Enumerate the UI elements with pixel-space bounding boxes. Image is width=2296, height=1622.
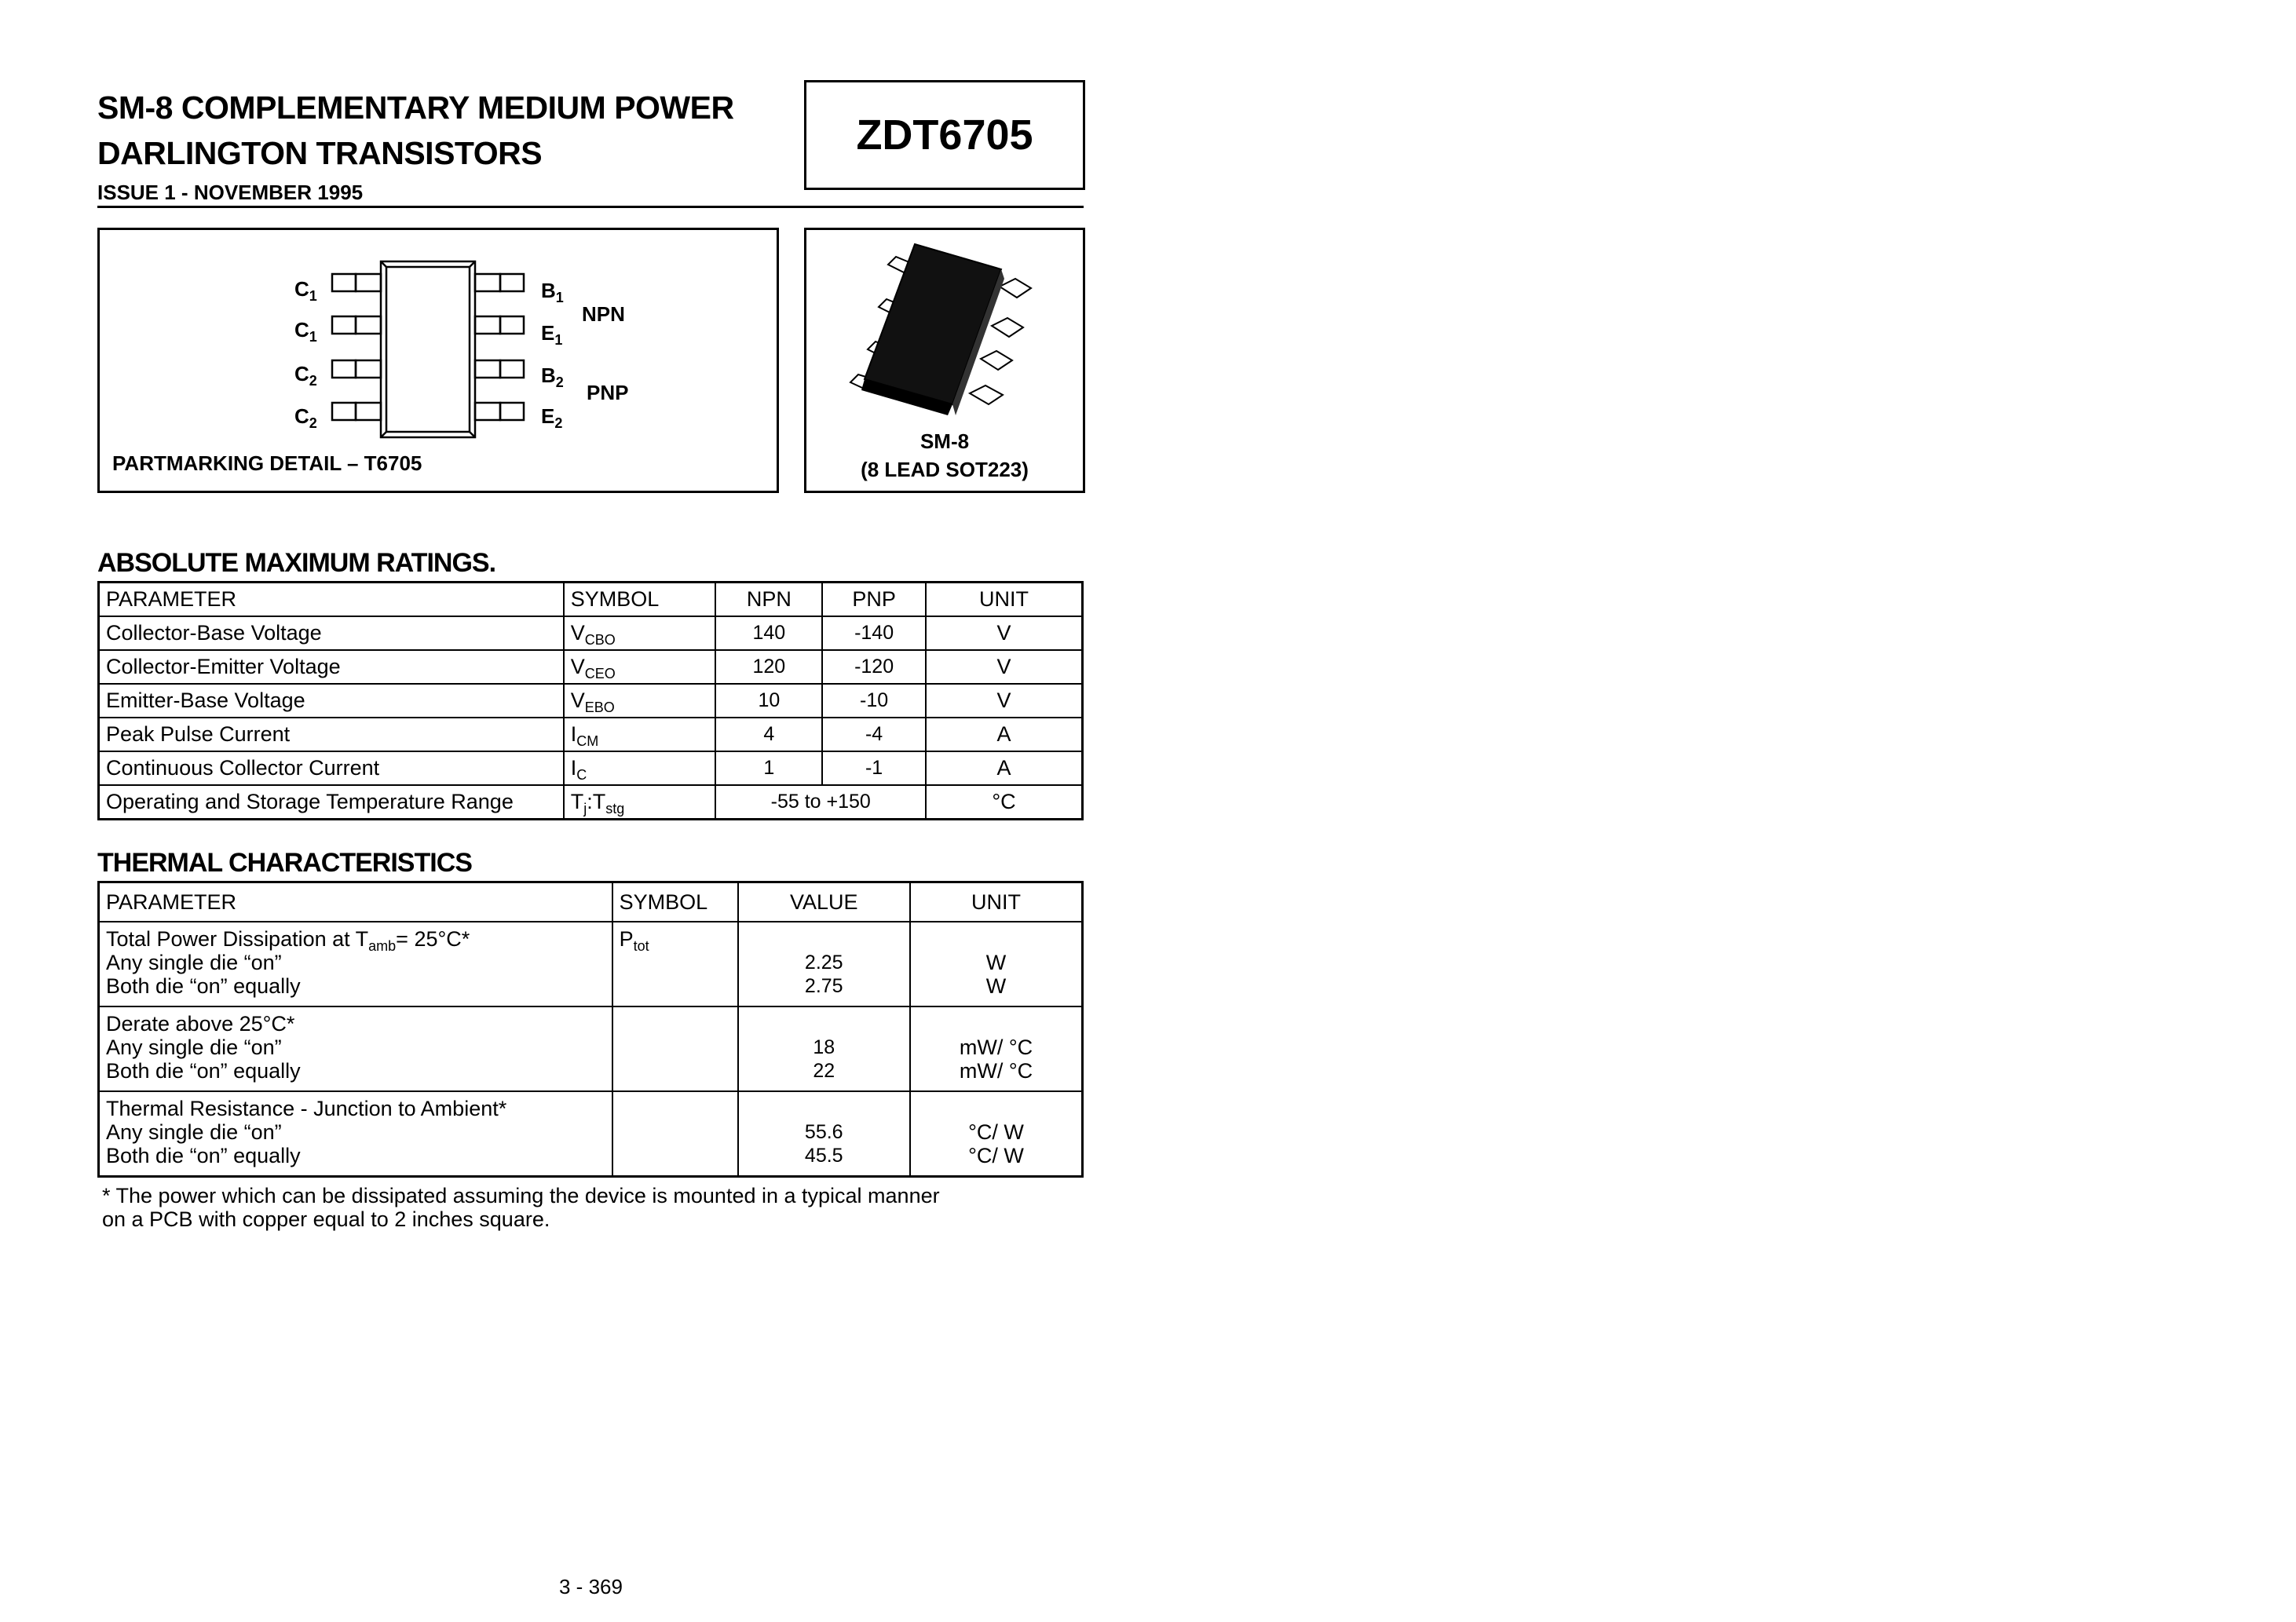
header-unit: UNIT bbox=[910, 882, 1082, 922]
symbol-cell: $I_C$ bbox=[564, 751, 716, 785]
unit-cell: V bbox=[926, 616, 1083, 650]
pin-label-left-3: $C_2$ bbox=[294, 362, 317, 389]
symbol-cell: $I_{CM}$ bbox=[564, 718, 716, 751]
header-pnp: PNP bbox=[822, 583, 926, 617]
header-parameter: PARAMETER bbox=[99, 583, 564, 617]
param-cell: Derate above 25°C* Any single die “on” Both die “on” equally bbox=[99, 1006, 612, 1091]
partmarking-detail: PARTMARKING DETAIL – T6705 bbox=[112, 451, 422, 475]
package-description: (8 LEAD SOT223) bbox=[861, 458, 1029, 481]
symbol-cell: $V_{CEO}$ bbox=[564, 650, 716, 684]
package-image-box bbox=[804, 228, 1085, 493]
table-header-row bbox=[99, 882, 1083, 922]
param-cell: Thermal Resistance - Junction to Ambient* Any single die “on” Both die “on” equally bbox=[99, 1091, 612, 1177]
unit-cell: V bbox=[926, 684, 1083, 718]
unit-cell: A bbox=[926, 718, 1083, 751]
pin-label-left-2: $C_1$ bbox=[294, 318, 317, 345]
pin-label-right-2: $E_1$ bbox=[541, 321, 563, 348]
symbol-cell bbox=[612, 1091, 738, 1177]
header-symbol: SYMBOL bbox=[612, 882, 738, 922]
param-cell: Peak Pulse Current bbox=[99, 718, 564, 751]
part-number: ZDT6705 bbox=[856, 111, 1033, 159]
pnp-cell: -140 bbox=[822, 616, 926, 650]
table-row bbox=[99, 684, 1083, 718]
table-row bbox=[99, 616, 1083, 650]
unit-cell: mW/ °C mW/ °C bbox=[910, 1006, 1082, 1091]
unit-cell: °C/ W °C/ W bbox=[910, 1091, 1082, 1177]
param-cell: Collector-Emitter Voltage bbox=[99, 650, 564, 684]
symbol-cell bbox=[612, 1006, 738, 1091]
pnp-cell: -1 bbox=[822, 751, 926, 785]
symbol-cell: $V_{CBO}$ bbox=[564, 616, 716, 650]
temp-range-cell: -55 to +150 bbox=[715, 785, 925, 820]
pin-label-right-1: $B_1$ bbox=[541, 279, 564, 305]
value-cell: 55.6 45.5 bbox=[738, 1091, 911, 1177]
pnp-cell: -120 bbox=[822, 650, 926, 684]
pinout-diagram bbox=[97, 228, 779, 493]
header-value: VALUE bbox=[738, 882, 911, 922]
issue-date: ISSUE 1 - NOVEMBER 1995 bbox=[97, 181, 364, 204]
thermal-footnote: * The power which can be dissipated assuming the device is mounted in a typical manner on a PCB with copper equal to 2 inches square. bbox=[102, 1184, 940, 1231]
thermal-title: THERMAL CHARACTERISTICS bbox=[97, 848, 472, 878]
param-cell: Operating and Storage Temperature Range bbox=[99, 785, 564, 820]
thermal-table bbox=[97, 881, 1084, 1178]
table-row bbox=[99, 718, 1083, 751]
header-npn: NPN bbox=[715, 583, 822, 617]
unit-cell: V bbox=[926, 650, 1083, 684]
abs-max-title: ABSOLUTE MAXIMUM RATINGS. bbox=[97, 548, 496, 578]
header-unit: UNIT bbox=[926, 583, 1083, 617]
unit-cell: °C bbox=[926, 785, 1083, 820]
param-cell: Emitter-Base Voltage bbox=[99, 684, 564, 718]
part-number-box bbox=[804, 80, 1085, 190]
param-cell: Total Power Dissipation at $T_{amb}= 25^\circ C*$ Any single die “on” Both die “on” equally bbox=[99, 922, 612, 1006]
value-cell: 2.25 2.75 bbox=[738, 922, 911, 1006]
value-cell: 18 22 bbox=[738, 1006, 911, 1091]
header-parameter: PARAMETER bbox=[99, 882, 612, 922]
table-row bbox=[99, 1006, 1083, 1091]
document-title bbox=[97, 85, 734, 176]
table-row bbox=[99, 751, 1083, 785]
table-row bbox=[99, 785, 1083, 820]
pin-label-right-4: $E_2$ bbox=[541, 404, 563, 431]
table-row bbox=[99, 1091, 1083, 1177]
npn-cell: 10 bbox=[715, 684, 822, 718]
symbol-cell: $P_{tot}$ bbox=[612, 922, 738, 1006]
param-cell: Continuous Collector Current bbox=[99, 751, 564, 785]
header-rule bbox=[97, 206, 1084, 208]
pin-label-left-4: $C_2$ bbox=[294, 404, 317, 431]
table-header-row bbox=[99, 583, 1083, 617]
table-row bbox=[99, 922, 1083, 1006]
npn-cell: 120 bbox=[715, 650, 822, 684]
title-line-2: DARLINGTON TRANSISTORS bbox=[97, 135, 543, 171]
pin-label-right-3: $B_2$ bbox=[541, 363, 564, 390]
header-symbol: SYMBOL bbox=[564, 583, 716, 617]
pnp-label: PNP bbox=[587, 381, 629, 404]
symbol-cell: $T_j:T_{stg}$ bbox=[564, 785, 716, 820]
symbol-cell: $V_{EBO}$ bbox=[564, 684, 716, 718]
title-line-1: SM-8 COMPLEMENTARY MEDIUM POWER bbox=[97, 90, 734, 126]
pin-label-left-1: $C_1$ bbox=[294, 277, 317, 304]
unit-cell: W W bbox=[910, 922, 1082, 1006]
npn-cell: 1 bbox=[715, 751, 822, 785]
npn-cell: 140 bbox=[715, 616, 822, 650]
page-number: 3 - 369 bbox=[559, 1575, 623, 1598]
table-row bbox=[99, 650, 1083, 684]
param-cell: Collector-Base Voltage bbox=[99, 616, 564, 650]
pnp-cell: -10 bbox=[822, 684, 926, 718]
npn-label: NPN bbox=[582, 302, 625, 326]
abs-max-table bbox=[97, 581, 1084, 820]
npn-cell: 4 bbox=[715, 718, 822, 751]
unit-cell: A bbox=[926, 751, 1083, 785]
pnp-cell: -4 bbox=[822, 718, 926, 751]
package-name: SM-8 bbox=[919, 429, 970, 453]
